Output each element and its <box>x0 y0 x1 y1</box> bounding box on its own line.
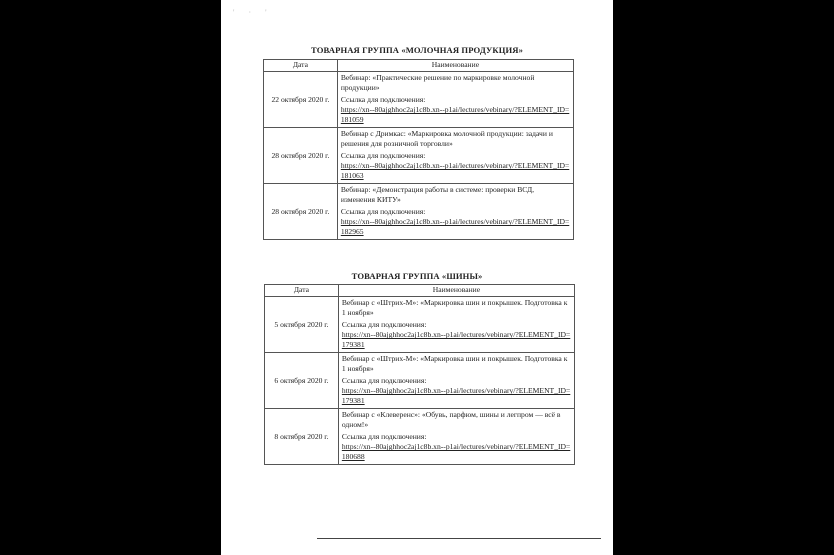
table-row <box>264 184 574 240</box>
header-date: Дата <box>265 285 339 297</box>
table-header-row <box>264 60 574 72</box>
connection-label: Ссылка для подключения: <box>341 432 427 442</box>
webinar-date: 28 октября 2020 г. <box>264 128 338 184</box>
webinar-link[interactable]: https://xn--80ajghhoc2aj1c8b.xn--p1ai/lectures/vebinary/?ELEMENT_ID=179381 <box>341 386 571 405</box>
table-header-row <box>265 285 575 297</box>
webinar-description: Вебинар с «Клеверенс»: «Обувь, парфюм, шины и легпром — всё в одном!» <box>341 410 561 429</box>
webinar-link[interactable]: https://xn--80ajghhoc2aj1c8b.xn--p1ai/lectures/vebinary/?ELEMENT_ID=181059 <box>340 105 570 124</box>
webinar-cell <box>338 409 574 465</box>
section-title-dairy: ТОВАРНАЯ ГРУППА «МОЛОЧНАЯ ПРОДУКЦИЯ» <box>311 45 523 55</box>
connection-label: Ссылка для подключения: <box>341 320 427 330</box>
webinar-date: 5 октября 2020 г. <box>265 297 339 353</box>
webinar-cell <box>337 184 573 240</box>
section-title-tires: ТОВАРНАЯ ГРУППА «ШИНЫ» <box>351 271 483 281</box>
table-row <box>264 128 574 184</box>
webinar-date: 8 октября 2020 г. <box>265 409 339 465</box>
footer-line <box>317 538 601 539</box>
header-name: Наименование <box>337 60 573 72</box>
webinar-description: Вебинар с «Штрих-М»: «Маркировка шин и покрышек. Подготовка к 1 ноября» <box>341 298 568 317</box>
document-page <box>221 0 613 555</box>
webinar-cell <box>338 353 574 409</box>
table-row <box>265 409 575 465</box>
webinar-description: Вебинар с Дримкас: «Маркировка молочной продукции: задачи и решения для розничной торговли» <box>340 129 553 148</box>
webinar-description: Вебинар: «Демонстрация работы в системе: проверки ВСД, изменения КИТУ» <box>340 185 535 204</box>
connection-label: Ссылка для подключения: <box>340 151 426 161</box>
webinar-link[interactable]: https://xn--80ajghhoc2aj1c8b.xn--p1ai/lectures/vebinary/?ELEMENT_ID=181063 <box>340 161 570 180</box>
webinar-link[interactable]: https://xn--80ajghhoc2aj1c8b.xn--p1ai/lectures/vebinary/?ELEMENT_ID=182965 <box>340 217 570 236</box>
connection-label: Ссылка для подключения: <box>340 95 426 105</box>
connection-label: Ссылка для подключения: <box>340 207 426 217</box>
header-date: Дата <box>264 60 338 72</box>
webinar-cell <box>338 297 574 353</box>
page-marks: ' · ' <box>233 8 273 17</box>
webinar-cell <box>337 72 573 128</box>
table-row <box>265 353 575 409</box>
webinar-link[interactable]: https://xn--80ajghhoc2aj1c8b.xn--p1ai/lectures/vebinary/?ELEMENT_ID=179381 <box>341 330 571 349</box>
table-row <box>264 72 574 128</box>
webinar-description: Вебинар: «Практические решение по маркировке молочной продукции» <box>340 73 535 92</box>
webinar-description: Вебинар с «Штрих-М»: «Маркировка шин и покрышек. Подготовка к 1 ноября» <box>341 354 568 373</box>
webinar-date: 22 октября 2020 г. <box>264 72 338 128</box>
header-name: Наименование <box>338 285 574 297</box>
webinar-link[interactable]: https://xn--80ajghhoc2aj1c8b.xn--p1ai/lectures/vebinary/?ELEMENT_ID=180688 <box>341 442 571 461</box>
webinar-date: 6 октября 2020 г. <box>265 353 339 409</box>
webinar-table-tires <box>264 284 575 465</box>
table-row <box>265 297 575 353</box>
webinar-date: 28 октября 2020 г. <box>264 184 338 240</box>
webinar-table-dairy <box>263 59 574 240</box>
webinar-cell <box>337 128 573 184</box>
connection-label: Ссылка для подключения: <box>341 376 427 386</box>
